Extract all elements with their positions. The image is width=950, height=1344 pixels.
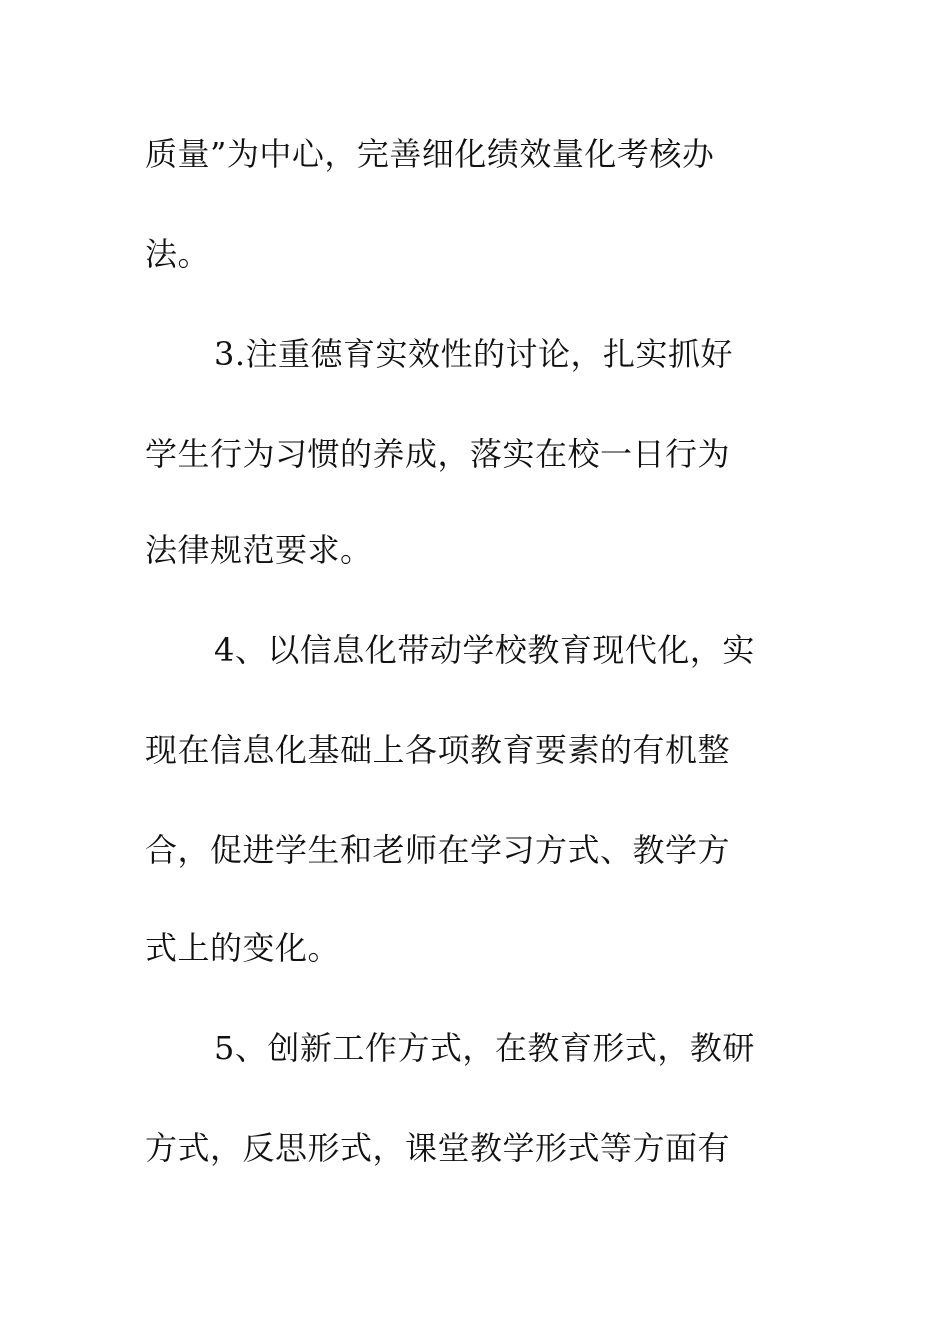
paragraph-5-start: 5、创新工作方式，在教育形式，教研 (214, 1029, 755, 1067)
paragraph-3-start: 3.注重德育实效性的讨论，扎实抓好 (214, 335, 734, 373)
paragraph-4-start: 4、以信息化带动学校教育现代化，实 (214, 631, 755, 669)
text-line-9: 式上的变化。 (145, 929, 341, 967)
text-line-4: 学生行为习惯的养成，落实在校一日行为 (145, 435, 731, 473)
text-line-1: 质量”为中心，完善细化绩效量化考核办 (145, 135, 715, 173)
text-line-2: 法。 (145, 235, 211, 273)
text-line-8: 合，促进学生和老师在学习方式、教学方 (145, 831, 731, 869)
text-line-7: 现在信息化基础上各项教育要素的有机整 (145, 731, 731, 769)
text-line-5: 法律规范要求。 (145, 531, 373, 569)
text-line-11: 方式，反思形式，课堂教学形式等方面有 (145, 1129, 731, 1167)
